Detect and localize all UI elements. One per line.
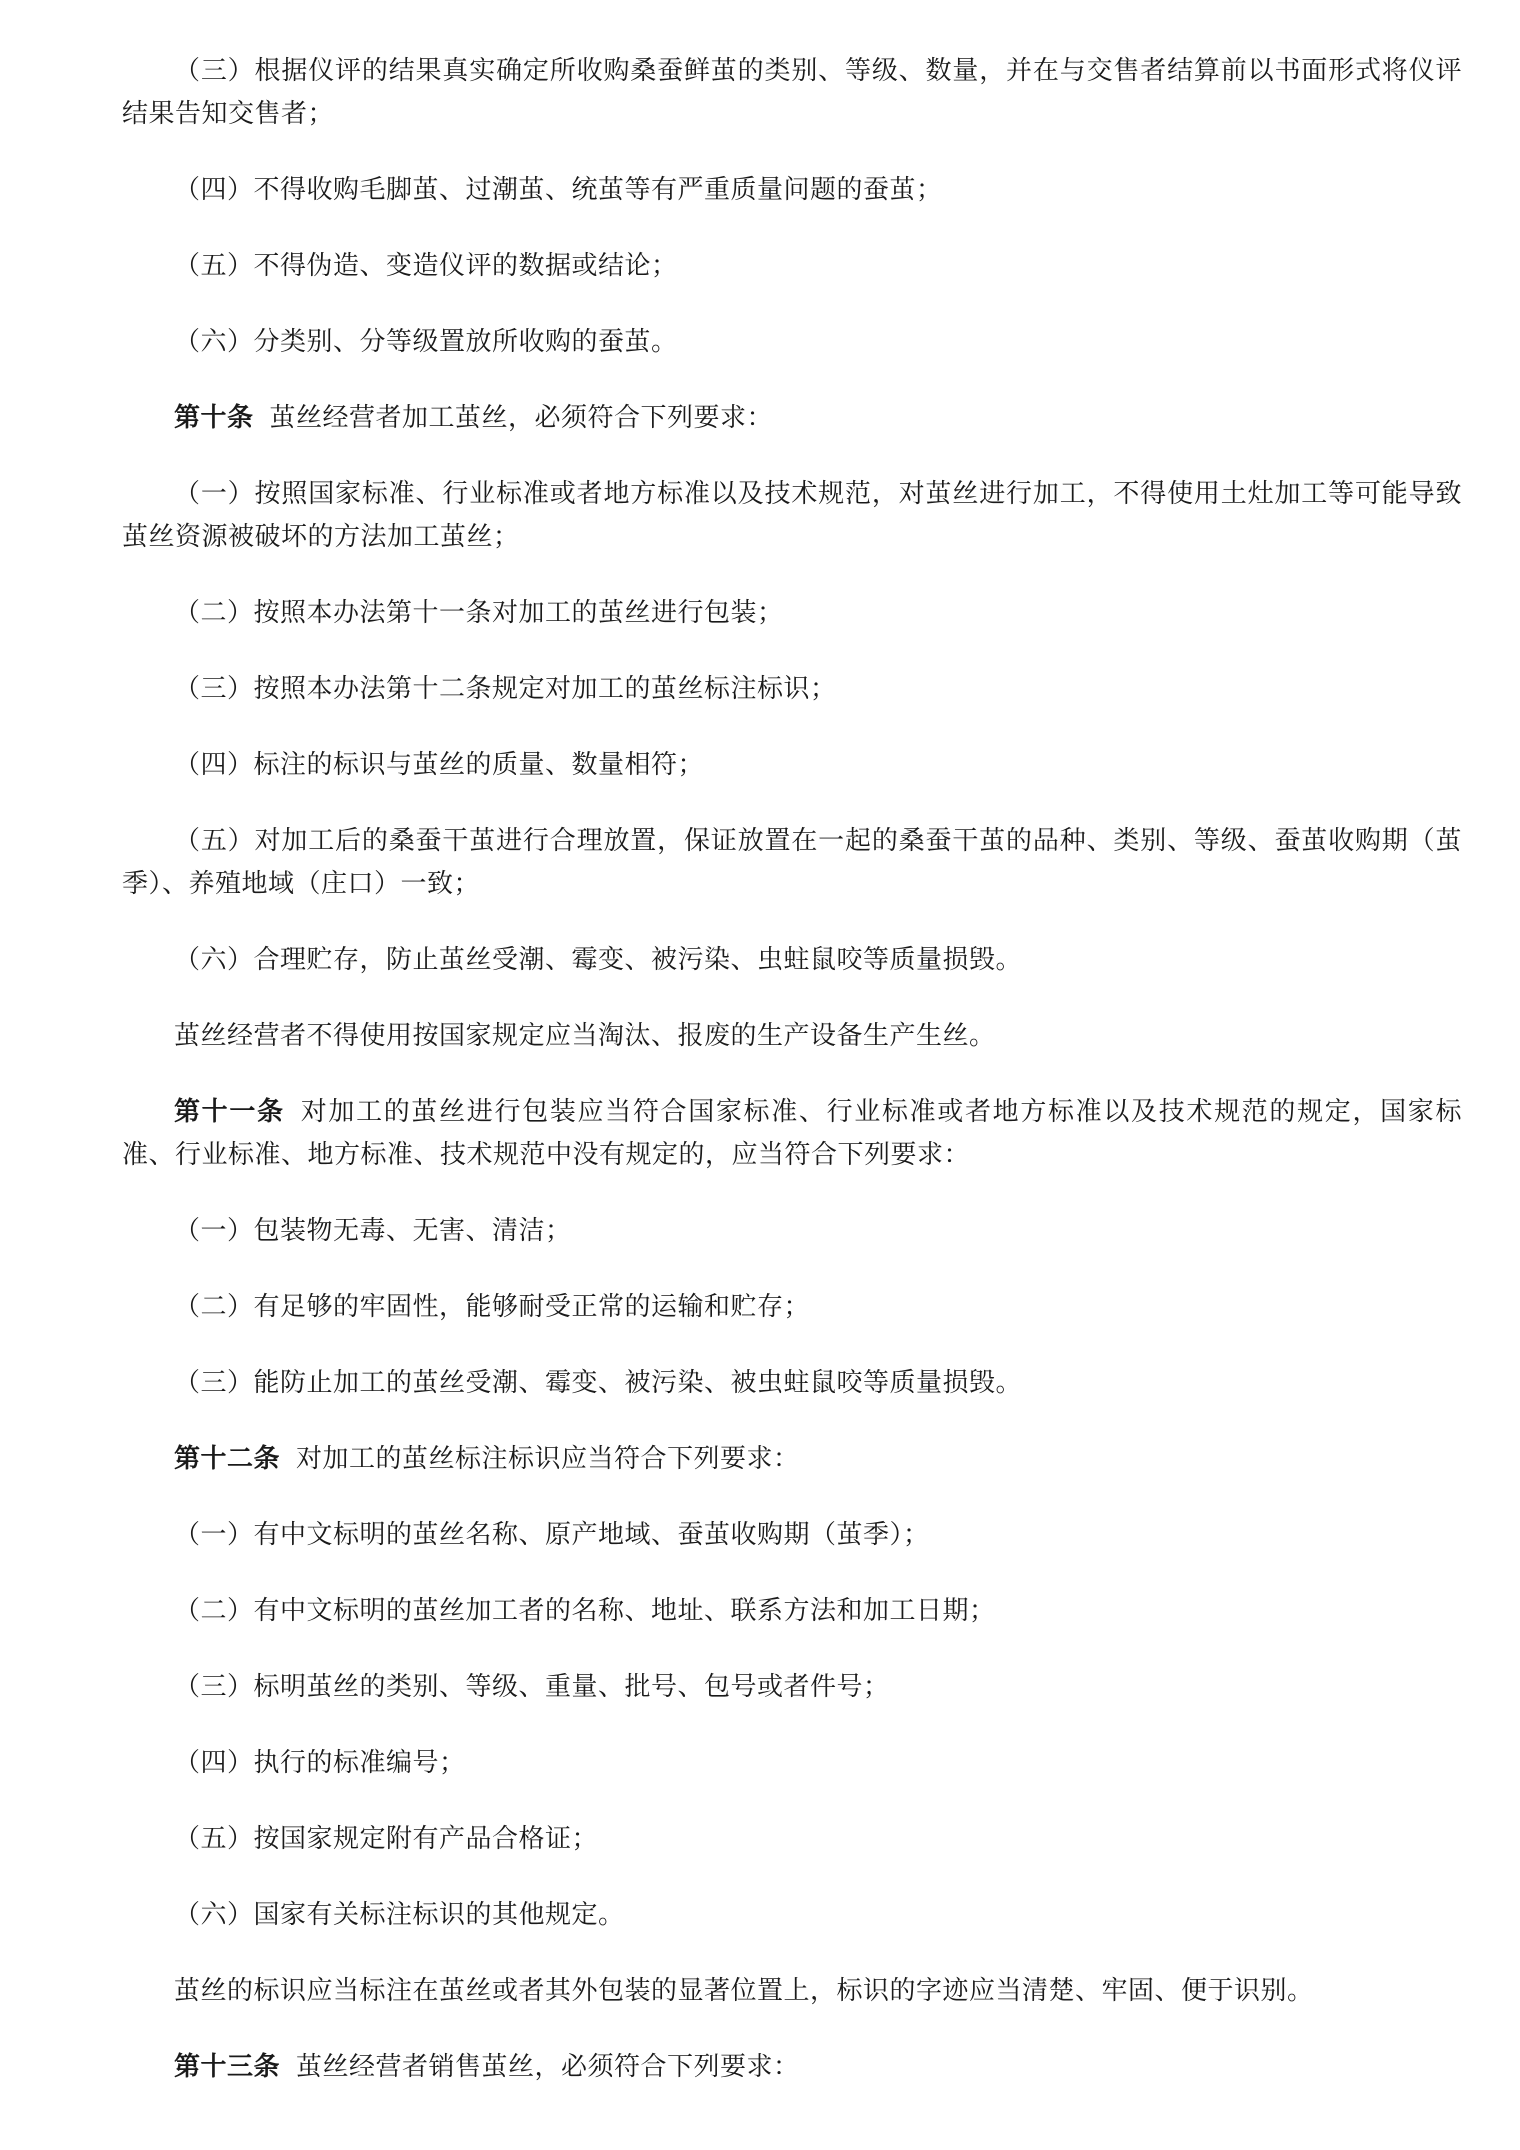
article-paragraph — [122, 1438, 1462, 1481]
paragraph — [122, 169, 1462, 212]
paragraph — [122, 820, 1462, 906]
paragraph — [122, 1666, 1462, 1709]
paragraph-text: （三）标明茧丝的类别、等级、重量、批号、包号或者件号； — [174, 1672, 890, 1702]
paragraph — [122, 1970, 1462, 2013]
paragraph-text: 茧丝经营者不得使用按国家规定应当淘汰、报废的生产设备生产生丝。 — [174, 1021, 996, 1051]
paragraph-text: 对加工的茧丝进行包装应当符合国家标准、行业标准或者地方标准以及技术规范的规定，国家标准、行业标准、地方标准、技术规范中没有规定的，应当符合下列要求： — [122, 1097, 1462, 1170]
paragraph-text: 茧丝经营者加工茧丝，必须符合下列要求： — [269, 403, 774, 433]
paragraph — [122, 1210, 1462, 1253]
paragraph-text: （三）按照本办法第十二条规定对加工的茧丝标注标识； — [174, 674, 837, 704]
paragraph-text: 茧丝的标识应当标注在茧丝或者其外包装的显著位置上，标识的字迹应当清楚、牢固、便于识别。 — [174, 1976, 1314, 2006]
paragraph-text: （一）有中文标明的茧丝名称、原产地域、蚕茧收购期（茧季）； — [174, 1520, 930, 1550]
paragraph-text: （五）按国家规定附有产品合格证； — [174, 1824, 599, 1854]
paragraph — [122, 1590, 1462, 1633]
article-paragraph — [122, 2046, 1462, 2089]
paragraph-text: （二）有足够的牢固性，能够耐受正常的运输和贮存； — [174, 1292, 811, 1322]
paragraph-text: （五）不得伪造、变造仪评的数据或结论； — [174, 251, 678, 281]
paragraph — [122, 1286, 1462, 1329]
paragraph — [122, 592, 1462, 635]
paragraph-text: （二）有中文标明的茧丝加工者的名称、地址、联系方法和加工日期； — [174, 1596, 996, 1626]
paragraph — [122, 473, 1462, 559]
paragraph — [122, 939, 1462, 982]
paragraph-text: （一）包装物无毒、无害、清洁； — [174, 1216, 572, 1246]
article-number: 第十三条 — [174, 2052, 281, 2082]
paragraph-text: （四）标注的标识与茧丝的质量、数量相符； — [174, 750, 705, 780]
article-number: 第十条 — [174, 403, 254, 433]
paragraph — [122, 1742, 1462, 1785]
paragraph-text: （四）执行的标准编号； — [174, 1748, 466, 1778]
paragraph — [122, 668, 1462, 711]
paragraph — [122, 1362, 1462, 1405]
paragraph — [122, 50, 1462, 136]
paragraph-text: （六）合理贮存，防止茧丝受潮、霉变、被污染、虫蛀鼠咬等质量损毁。 — [174, 945, 1023, 975]
paragraph — [122, 245, 1462, 288]
paragraph-text: （三）根据仪评的结果真实确定所收购桑蚕鲜茧的类别、等级、数量，并在与交售者结算前以书面形式将仪评结果告知交售者； — [122, 56, 1462, 129]
paragraph-text: （四）不得收购毛脚茧、过潮茧、统茧等有严重质量问题的蚕茧； — [174, 175, 943, 205]
paragraph-text: （三）能防止加工的茧丝受潮、霉变、被污染、被虫蛀鼠咬等质量损毁。 — [174, 1368, 1023, 1398]
paragraph-text: （六）分类别、分等级置放所收购的蚕茧。 — [174, 327, 678, 357]
paragraph-text: （六）国家有关标注标识的其他规定。 — [174, 1900, 625, 1930]
paragraph-text: 对加工的茧丝标注标识应当符合下列要求： — [296, 1444, 800, 1474]
paragraph — [122, 1514, 1462, 1557]
paragraph — [122, 1015, 1462, 1058]
paragraph-text: （二）按照本办法第十一条对加工的茧丝进行包装； — [174, 598, 784, 628]
paragraph — [122, 1818, 1462, 1861]
paragraph-text: （一）按照国家标准、行业标准或者地方标准以及技术规范，对茧丝进行加工，不得使用土灶加工等可能导致茧丝资源被破坏的方法加工茧丝； — [122, 479, 1462, 552]
article-number: 第十二条 — [174, 1444, 281, 1474]
article-paragraph — [122, 397, 1462, 440]
article-number: 第十一条 — [174, 1097, 285, 1127]
paragraph — [122, 321, 1462, 364]
paragraph — [122, 744, 1462, 787]
paragraph — [122, 1894, 1462, 1937]
paragraph-text: 茧丝经营者销售茧丝，必须符合下列要求： — [296, 2052, 800, 2082]
regulation-text — [122, 50, 1462, 2089]
article-paragraph — [122, 1091, 1462, 1177]
paragraph-text: （五）对加工后的桑蚕干茧进行合理放置，保证放置在一起的桑蚕干茧的品种、类别、等级、蚕茧收购期（茧季）、养殖地域（庄口）一致； — [122, 826, 1462, 899]
